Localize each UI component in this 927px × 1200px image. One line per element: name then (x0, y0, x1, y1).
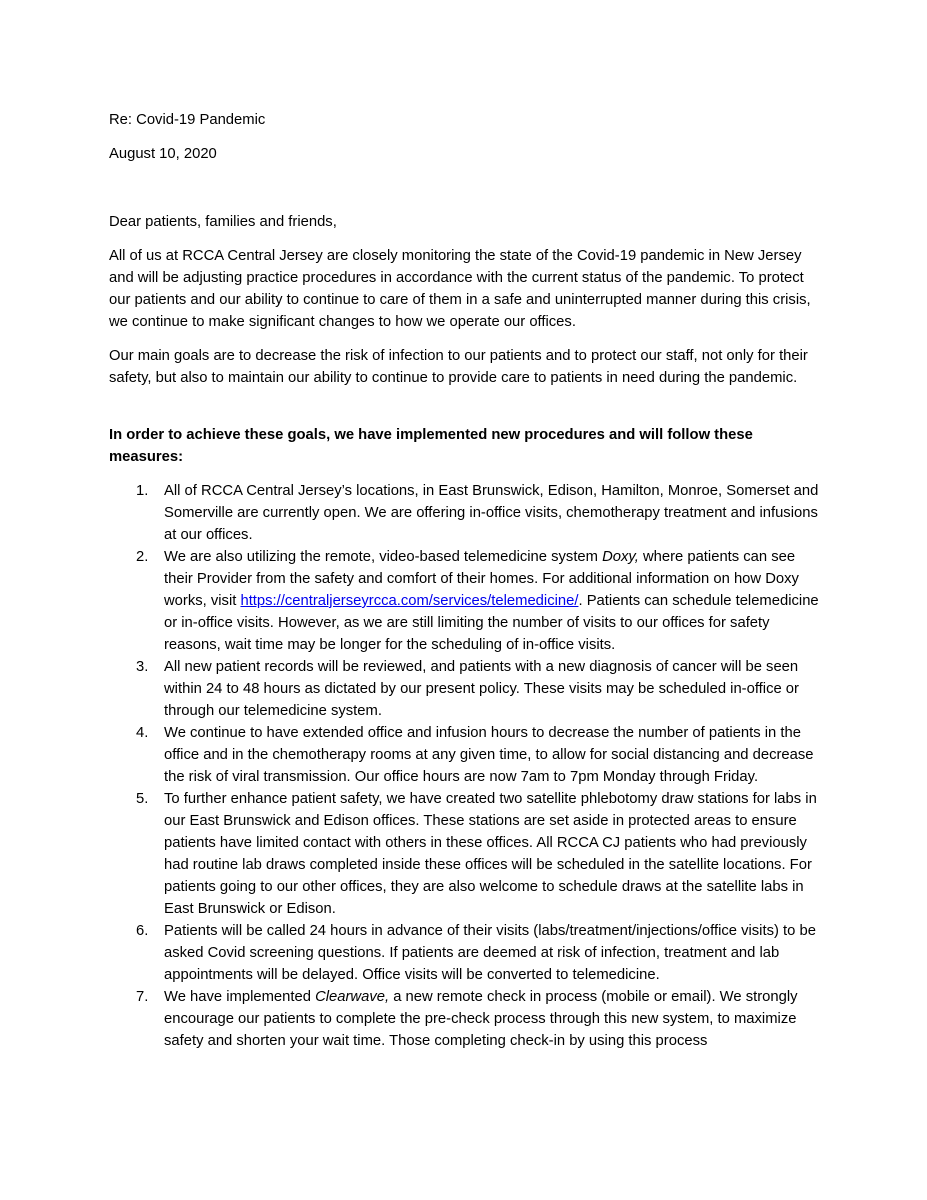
list-item (109, 656, 821, 722)
list-item-text-part: a new remote check in process (mobile or email). We strongly encourage our patients to complete the pre-check process through this new system, to maximize safety and shorten your wait time. Those completing check-in by using this process (164, 989, 798, 1049)
measures-list (109, 480, 821, 1052)
list-item-text: All of RCCA Central Jersey’s locations, in East Brunswick, Edison, Hamilton, Monroe, Somerset and Somerville are currently open. We are offering in-office visits, chemotherapy treatment and infusions at our offices. (164, 483, 819, 543)
list-item-text-part: . Patients can schedule telemedicine or in-office visits. However, as we are still limiting the number of visits to our offices for safety reasons, wait time may be longer for the scheduling of in-office visits. (164, 593, 819, 653)
letter-date: August 10, 2020 (109, 146, 217, 162)
list-item-number: 6. (136, 923, 149, 939)
telemedicine-link[interactable]: https://centraljerseyrcca.com/services/telemedicine/ (240, 593, 579, 609)
list-item-number: 5. (136, 791, 149, 807)
list-item-text: We continue to have extended office and infusion hours to decrease the number of patients in the office and in the chemotherapy rooms at any given time, to allow for social distancing and decrease the risk of viral transmission. Our office hours are now 7am to 7pm Monday through Friday. (164, 725, 814, 785)
list-item-text-part: We are also utilizing the remote, video-based telemedicine system (164, 549, 603, 565)
list-item (109, 788, 821, 920)
list-item (109, 986, 821, 1052)
list-item (109, 480, 821, 546)
list-item (109, 722, 821, 788)
measures-heading: In order to achieve these goals, we have implemented new procedures and will follow these measures: (109, 427, 753, 465)
re-line: Re: Covid-19 Pandemic (109, 112, 266, 128)
doxy-emphasis: Doxy, (602, 549, 639, 565)
list-item-text (164, 989, 798, 1049)
list-item-number: 2. (136, 549, 149, 565)
list-item-number: 7. (136, 989, 149, 1005)
paragraph-monitoring: All of us at RCCA Central Jersey are closely monitoring the state of the Covid-19 pandemic in New Jersey and will be adjusting practice procedures in accordance with the current status of the pandemic. To protect our patients and our ability to continue to care of them in a safe and uninterrupted manner during this crisis, we continue to make significant changes to how we operate our offices. (109, 248, 811, 330)
list-item-text (164, 549, 819, 653)
list-item-text: Patients will be called 24 hours in advance of their visits (labs/treatment/injections/office visits) to be asked Covid screening questions. If patients are deemed at risk of infection, treatment and lab appointments will be delayed. Office visits will be converted to telemedicine. (164, 923, 816, 983)
list-item (109, 920, 821, 986)
list-item-text: To further enhance patient safety, we have created two satellite phlebotomy draw stations for labs in our East Brunswick and Edison offices. These stations are set aside in protected areas to ensure patients have limited contact with others in these offices. All RCCA CJ patients who had previously had routine lab draws completed inside these offices will be scheduled in the satellite locations. For patients going to our other offices, they are also welcome to schedule draws at the satellite labs in East Brunswick or Edison. (164, 791, 817, 917)
paragraph-goals: Our main goals are to decrease the risk of infection to our patients and to protect our staff, not only for their safety, but also to maintain our ability to continue to provide care to patients in need during the pandemic. (109, 348, 808, 386)
list-item-text-part: We have implemented (164, 989, 316, 1005)
list-item-text: All new patient records will be reviewed, and patients with a new diagnosis of cancer will be seen within 24 to 48 hours as dictated by our present policy. These visits may be scheduled in-office or through our telemedicine system. (164, 659, 799, 719)
list-item (109, 546, 821, 656)
list-item-number: 4. (136, 725, 149, 741)
clearwave-emphasis: Clearwave, (315, 989, 390, 1005)
list-item-text-part: where patients can see their Provider from the safety and comfort of their homes. For additional information on how Doxy works, visit (164, 549, 799, 609)
list-item-number: 1. (136, 483, 149, 499)
salutation: Dear patients, families and friends, (109, 214, 337, 230)
list-item-number: 3. (136, 659, 149, 675)
